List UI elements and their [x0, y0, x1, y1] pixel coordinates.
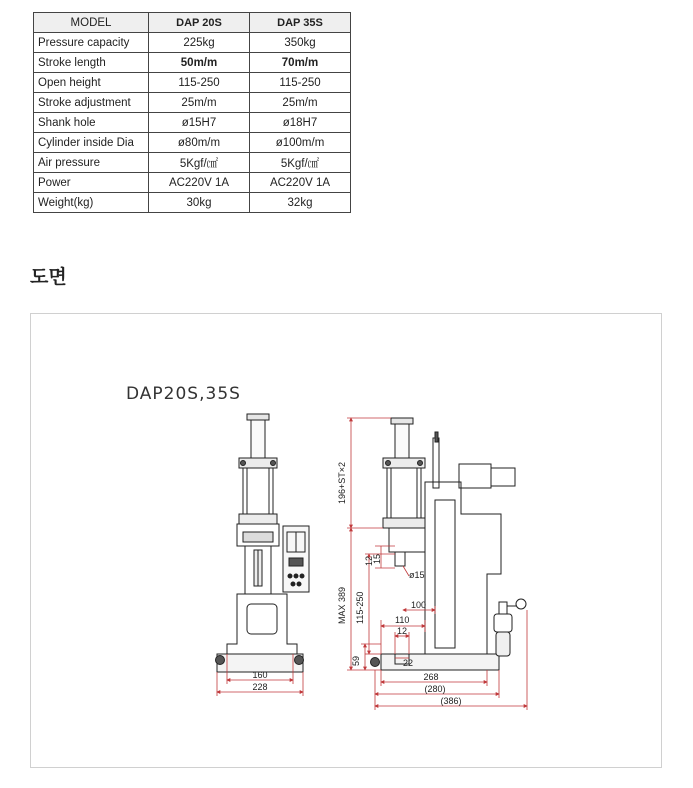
row-label: Pressure capacity	[34, 33, 149, 53]
dim-160: 160	[252, 670, 268, 680]
row-value-35s: 70m/m	[250, 53, 351, 73]
dim-196-st: 196+ST×2	[337, 461, 347, 504]
row-label: Shank hole	[34, 113, 149, 133]
dim-max-389: MAX 389	[337, 586, 347, 624]
spec-table	[33, 12, 351, 213]
dim-12-upper: 12	[364, 555, 374, 566]
dim-12-lower: 12	[397, 626, 408, 636]
row-value-20s: 25m/m	[149, 93, 250, 113]
header-dap35s: DAP 35S	[250, 13, 351, 33]
row-value-20s: AC220V 1A	[149, 173, 250, 193]
table-row	[34, 33, 351, 53]
dim-280: (280)	[424, 684, 446, 694]
row-value-20s: 115-250	[149, 73, 250, 93]
dim-59: 59	[351, 655, 361, 666]
row-value-35s: 350kg	[250, 33, 351, 53]
dim-110: 110	[395, 615, 410, 625]
row-label: Weight(kg)	[34, 193, 149, 213]
table-row	[34, 53, 351, 73]
row-value-35s: ø100m/m	[250, 133, 351, 153]
table-row	[34, 113, 351, 133]
row-value-35s: 5Kgf/㎠	[250, 153, 351, 173]
dim-15: 15	[372, 553, 382, 564]
row-value-35s: 115-250	[250, 73, 351, 93]
dim-100: 100	[411, 600, 427, 610]
dim-115-250: 115-250	[355, 591, 365, 624]
technical-drawing	[30, 313, 662, 768]
drawing-title: DAP20S,35S	[126, 384, 241, 404]
table-row	[34, 173, 351, 193]
header-dap20s: DAP 20S	[149, 13, 250, 33]
front-view	[216, 414, 310, 672]
row-value-35s: 25m/m	[250, 93, 351, 113]
row-label: Stroke adjustment	[34, 93, 149, 113]
dim-386: (386)	[440, 696, 462, 706]
table-row	[34, 93, 351, 113]
row-value-35s: AC220V 1A	[250, 173, 351, 193]
row-value-20s: 30kg	[149, 193, 250, 213]
row-label: Power	[34, 173, 149, 193]
row-label: Cylinder inside Dia	[34, 133, 149, 153]
side-view	[371, 418, 527, 670]
row-value-20s: 5Kgf/㎠	[149, 153, 250, 173]
row-value-20s: ø80m/m	[149, 133, 250, 153]
row-value-20s: 225kg	[149, 33, 250, 53]
drawing-canvas	[31, 314, 663, 769]
dim-22: 22	[403, 658, 414, 668]
row-label: Stroke length	[34, 53, 149, 73]
table-row	[34, 153, 351, 173]
dim-228: 228	[252, 682, 268, 692]
spec-table-header-row	[34, 13, 351, 33]
section-title: 도면	[30, 266, 67, 288]
row-value-20s: 50m/m	[149, 53, 250, 73]
row-value-35s: ø18H7	[250, 113, 351, 133]
row-value-35s: 32kg	[250, 193, 351, 213]
table-row	[34, 73, 351, 93]
table-row	[34, 133, 351, 153]
header-model: MODEL	[34, 13, 149, 33]
row-label: Open height	[34, 73, 149, 93]
dim-shank-dia: ø15	[409, 570, 425, 580]
table-row	[34, 193, 351, 213]
row-label: Air pressure	[34, 153, 149, 173]
row-value-20s: ø15H7	[149, 113, 250, 133]
dim-268: 268	[423, 672, 439, 682]
